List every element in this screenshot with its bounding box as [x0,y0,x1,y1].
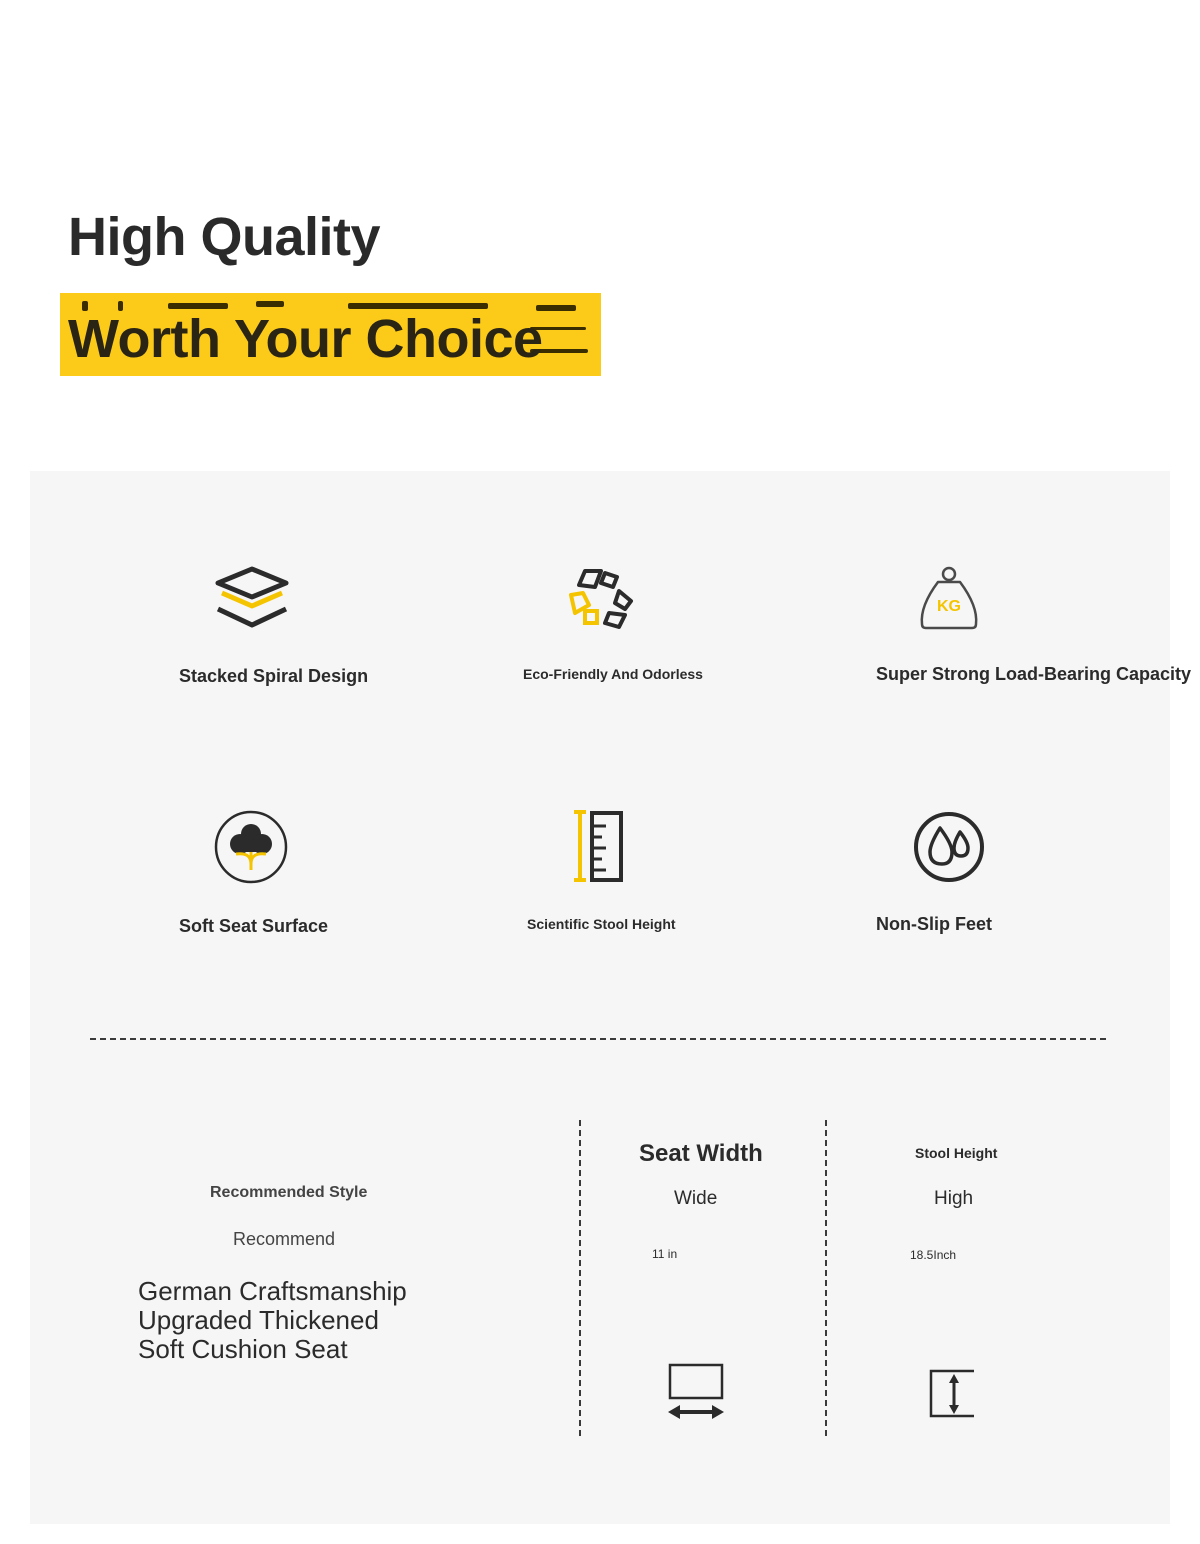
feature-label: Scientific Stool Height [527,916,676,932]
recommended-heading: Recommended Style [210,1184,368,1201]
width-arrow-icon [666,1362,726,1425]
description-line: Upgraded Thickened [138,1305,379,1335]
column-separator [579,1120,581,1436]
section-divider [90,1038,1106,1040]
cotton-icon [214,810,288,889]
column-separator [825,1120,827,1436]
feature-label: Soft Seat Surface [179,916,329,936]
feature-label: Eco-Friendly And Odorless [523,666,703,682]
water-drops-icon [912,810,986,889]
recycle-icon [565,565,637,636]
stacked-layers-icon [212,565,292,636]
seat-width-value: Wide [674,1188,718,1209]
stool-height-heading: Stool Height [915,1145,998,1161]
kg-weight-icon [916,562,982,637]
stool-height-value: High [934,1188,974,1209]
recommended-description [138,1277,407,1364]
description-line: Soft Cushion Seat [138,1334,348,1364]
recommended-value: Recommend [233,1229,336,1249]
seat-width-heading: Seat Width [639,1140,763,1167]
hero-title-line1: High Quality [68,207,381,267]
feature-label: Stacked Spiral Design [179,666,369,686]
feature-label: Super Strong Load-Bearing Capacity [876,664,1192,684]
description-line: German Craftsmanship [138,1276,407,1306]
ruler-icon [572,810,628,889]
svg-text:KG: KG [937,598,961,615]
stool-height-measure: 18.5Inch [910,1248,957,1262]
height-arrow-icon [928,1368,978,1425]
hero-title-line2: Worth Your Choice [68,309,543,369]
feature-label: Non-Slip Feet [876,914,992,934]
seat-width-measure: 11 in [652,1247,678,1261]
